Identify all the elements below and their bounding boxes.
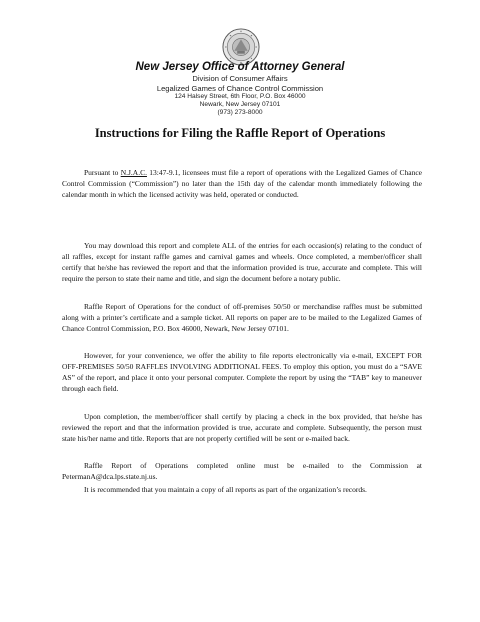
paragraph-certification: Upon completion, the member/officer shall certify by placing a check in the box provided, that he/she has reviewed the report and that the information provided is true, accurate and complete. Subsequently, the person must state his/her name and title. Reports that are not properly certified will be sent or e-mailed back. [62, 412, 422, 443]
phone-number: (973) 273-8000 [217, 109, 263, 116]
paragraph-download-instructions: You may download this report and complete ALL of the entries for each occasion(s) relating to the conduct of all raffles, except for instant raffle games and carnival games and wheels. Once completed, a member/officer shall certify that he/she has reviewed the report and that the information provided is true, accurate and complete. This will require the person to state their name and title, and sign the document before a notary public. [62, 241, 422, 283]
commission-name: Legalized Games of Chance Control Commission [156, 84, 324, 93]
page-title: Instructions for Filing the Raffle Report of Operations [94, 126, 386, 140]
paragraph-email-submission: Raffle Report of Operations completed online must be e-mailed to the Commission at PetermanA@dca.lps.state.nj.us. [62, 461, 422, 481]
street-address: 124 Halsey Street, 6th Floor, P.O. Box 46000 [174, 93, 306, 100]
paragraph-filing-deadline: Pursuant to N.J.A.C. 13:47-9.1, licensees must file a report of operations with the Legalized Games of Chance Control Commission (“Commission”) no later than the 15th day of the calendar month immediately following the calendar month in which the licensed activity was held, operated or conducted. [62, 168, 422, 199]
city-address: Newark, New Jersey 07101 [199, 101, 281, 108]
paragraph-electronic-filing: However, for your convenience, we offer the ability to file reports electronically via e-mail, EXCEPT FOR OFF-PREMISES 50/50 RAFFLES INVOLVING ADDITIONAL FEES. To employ this option, you must do a “SAVE AS” of the report, and place it onto your personal computer. Complete the report by using the “TAB” key to maneuver through each field. [62, 351, 422, 393]
paragraph-record-keeping: It is recommended that you maintain a copy of all reports as part of the organization’s records. [84, 485, 367, 494]
njac-citation-link[interactable]: N.J.A.C. [120, 168, 147, 177]
org-name: New Jersey Office of Attorney General [135, 61, 345, 73]
division-name: Division of Consumer Affairs [192, 74, 288, 83]
paragraph-off-premises-raffles: Raffle Report of Operations for the conduct of off-premises 50/50 or merchandise raffles must be submitted along with a printer’s certificate and a sample ticket. All reports on paper are to be mailed to the Legalized Games of Chance Control Commission, P.O. Box 46000, Newark, New Jersey 07101. [62, 302, 422, 333]
